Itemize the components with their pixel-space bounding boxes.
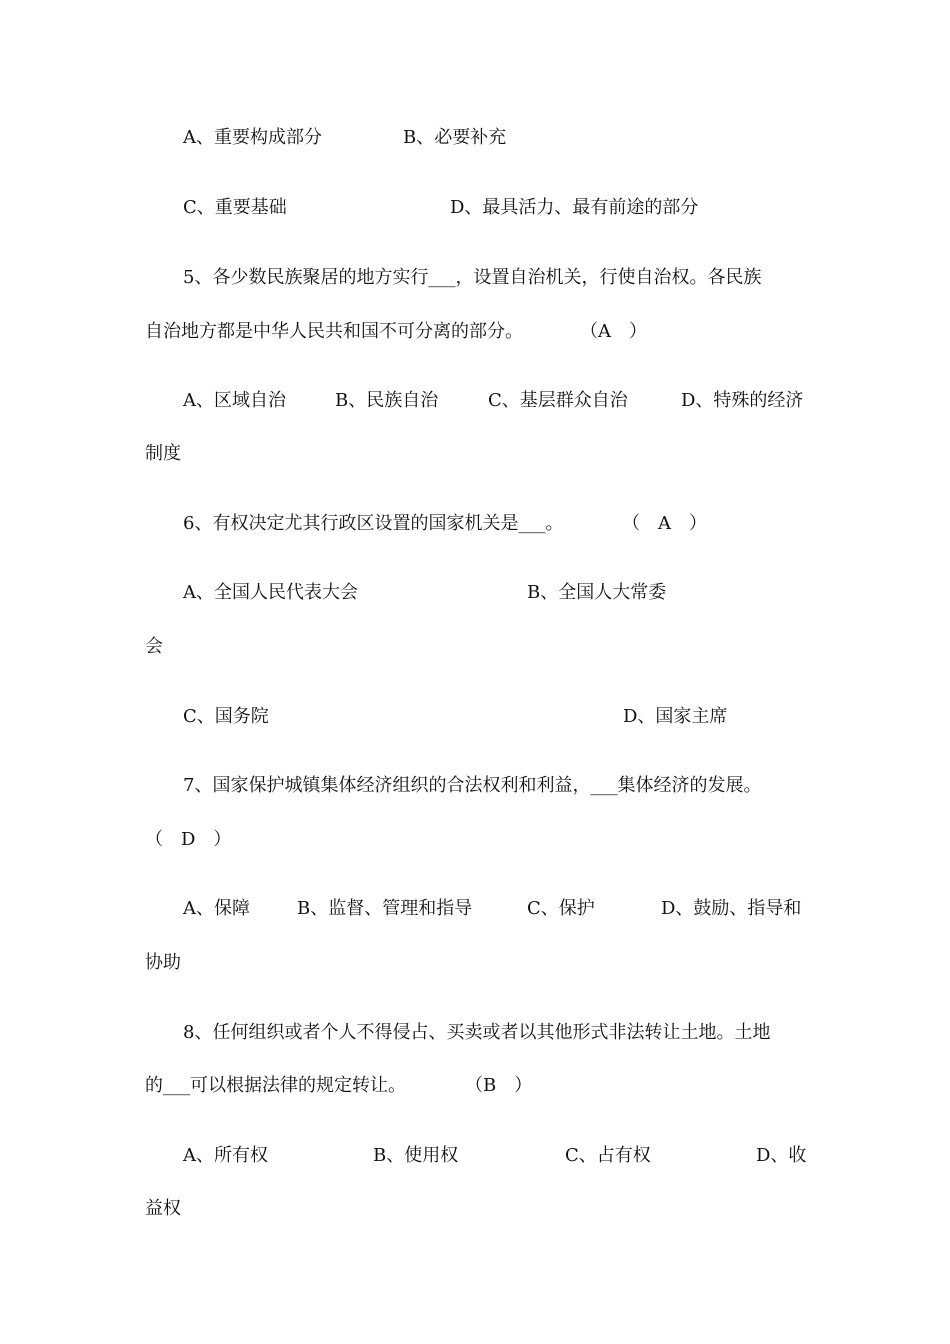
q5-stem-line2: 自治地方都是中华人民共和国不可分离的部分。 bbox=[145, 321, 523, 342]
q4-option-a: A、重要构成部分 bbox=[183, 127, 322, 148]
q5-option-b: B、民族自治 bbox=[335, 390, 439, 411]
q4-option-b: B、必要补充 bbox=[403, 127, 507, 148]
q8-option-d: D、收 bbox=[756, 1145, 807, 1166]
q7-option-a: A、保障 bbox=[183, 898, 250, 919]
q7-option-c: C、保护 bbox=[527, 898, 595, 919]
q7-stem-line1: 7、国家保护城镇集体经济组织的合法权利和利益，___集体经济的发展。 bbox=[183, 775, 762, 796]
q6-option-d: D、国家主席 bbox=[623, 706, 728, 727]
q5-option-a: A、区域自治 bbox=[183, 390, 286, 411]
q6-option-a: A、全国人民代表大会 bbox=[183, 582, 358, 603]
q5-option-c: C、基层群众自治 bbox=[488, 390, 628, 411]
q7-option-d: D、鼓励、指导和 bbox=[661, 898, 802, 919]
q8-option-b: B、使用权 bbox=[373, 1145, 459, 1166]
q6-answer: （ A ） bbox=[622, 513, 707, 534]
q8-stem-line2: 的___可以根据法律的规定转让。 bbox=[145, 1075, 406, 1096]
q5-option-d: D、特殊的经济 bbox=[681, 390, 804, 411]
q4-option-d: D、最具活力、最有前途的部分 bbox=[450, 197, 699, 218]
q8-stem-line1: 8、任何组织或者个人不得侵占、买卖或者以其他形式非法转让土地。土地 bbox=[183, 1022, 771, 1043]
q6-stem-line1: 6、有权决定尤其行政区设置的国家机关是___。 bbox=[183, 513, 564, 534]
q8-option-c: C、占有权 bbox=[565, 1145, 651, 1166]
q5-answer: （A ） bbox=[580, 321, 647, 342]
q7-answer: （ D ） bbox=[145, 829, 232, 850]
q8-option-a: A、所有权 bbox=[183, 1145, 268, 1166]
q7-option-d-wrap: 协助 bbox=[145, 952, 181, 973]
q8-option-d-wrap: 益权 bbox=[145, 1198, 181, 1219]
q6-option-b-wrap: 会 bbox=[145, 636, 163, 657]
q5-stem-line1: 5、各少数民族聚居的地方实行___，设置自治机关，行使自治权。各民族 bbox=[183, 267, 762, 288]
q5-option-d-wrap: 制度 bbox=[145, 443, 181, 464]
q6-option-c: C、国务院 bbox=[183, 706, 269, 727]
q4-option-c: C、重要基础 bbox=[183, 197, 287, 218]
q7-option-b: B、监督、管理和指导 bbox=[297, 898, 473, 919]
q6-option-b: B、全国人大常委 bbox=[527, 582, 667, 603]
q8-answer: （B ） bbox=[465, 1075, 533, 1096]
